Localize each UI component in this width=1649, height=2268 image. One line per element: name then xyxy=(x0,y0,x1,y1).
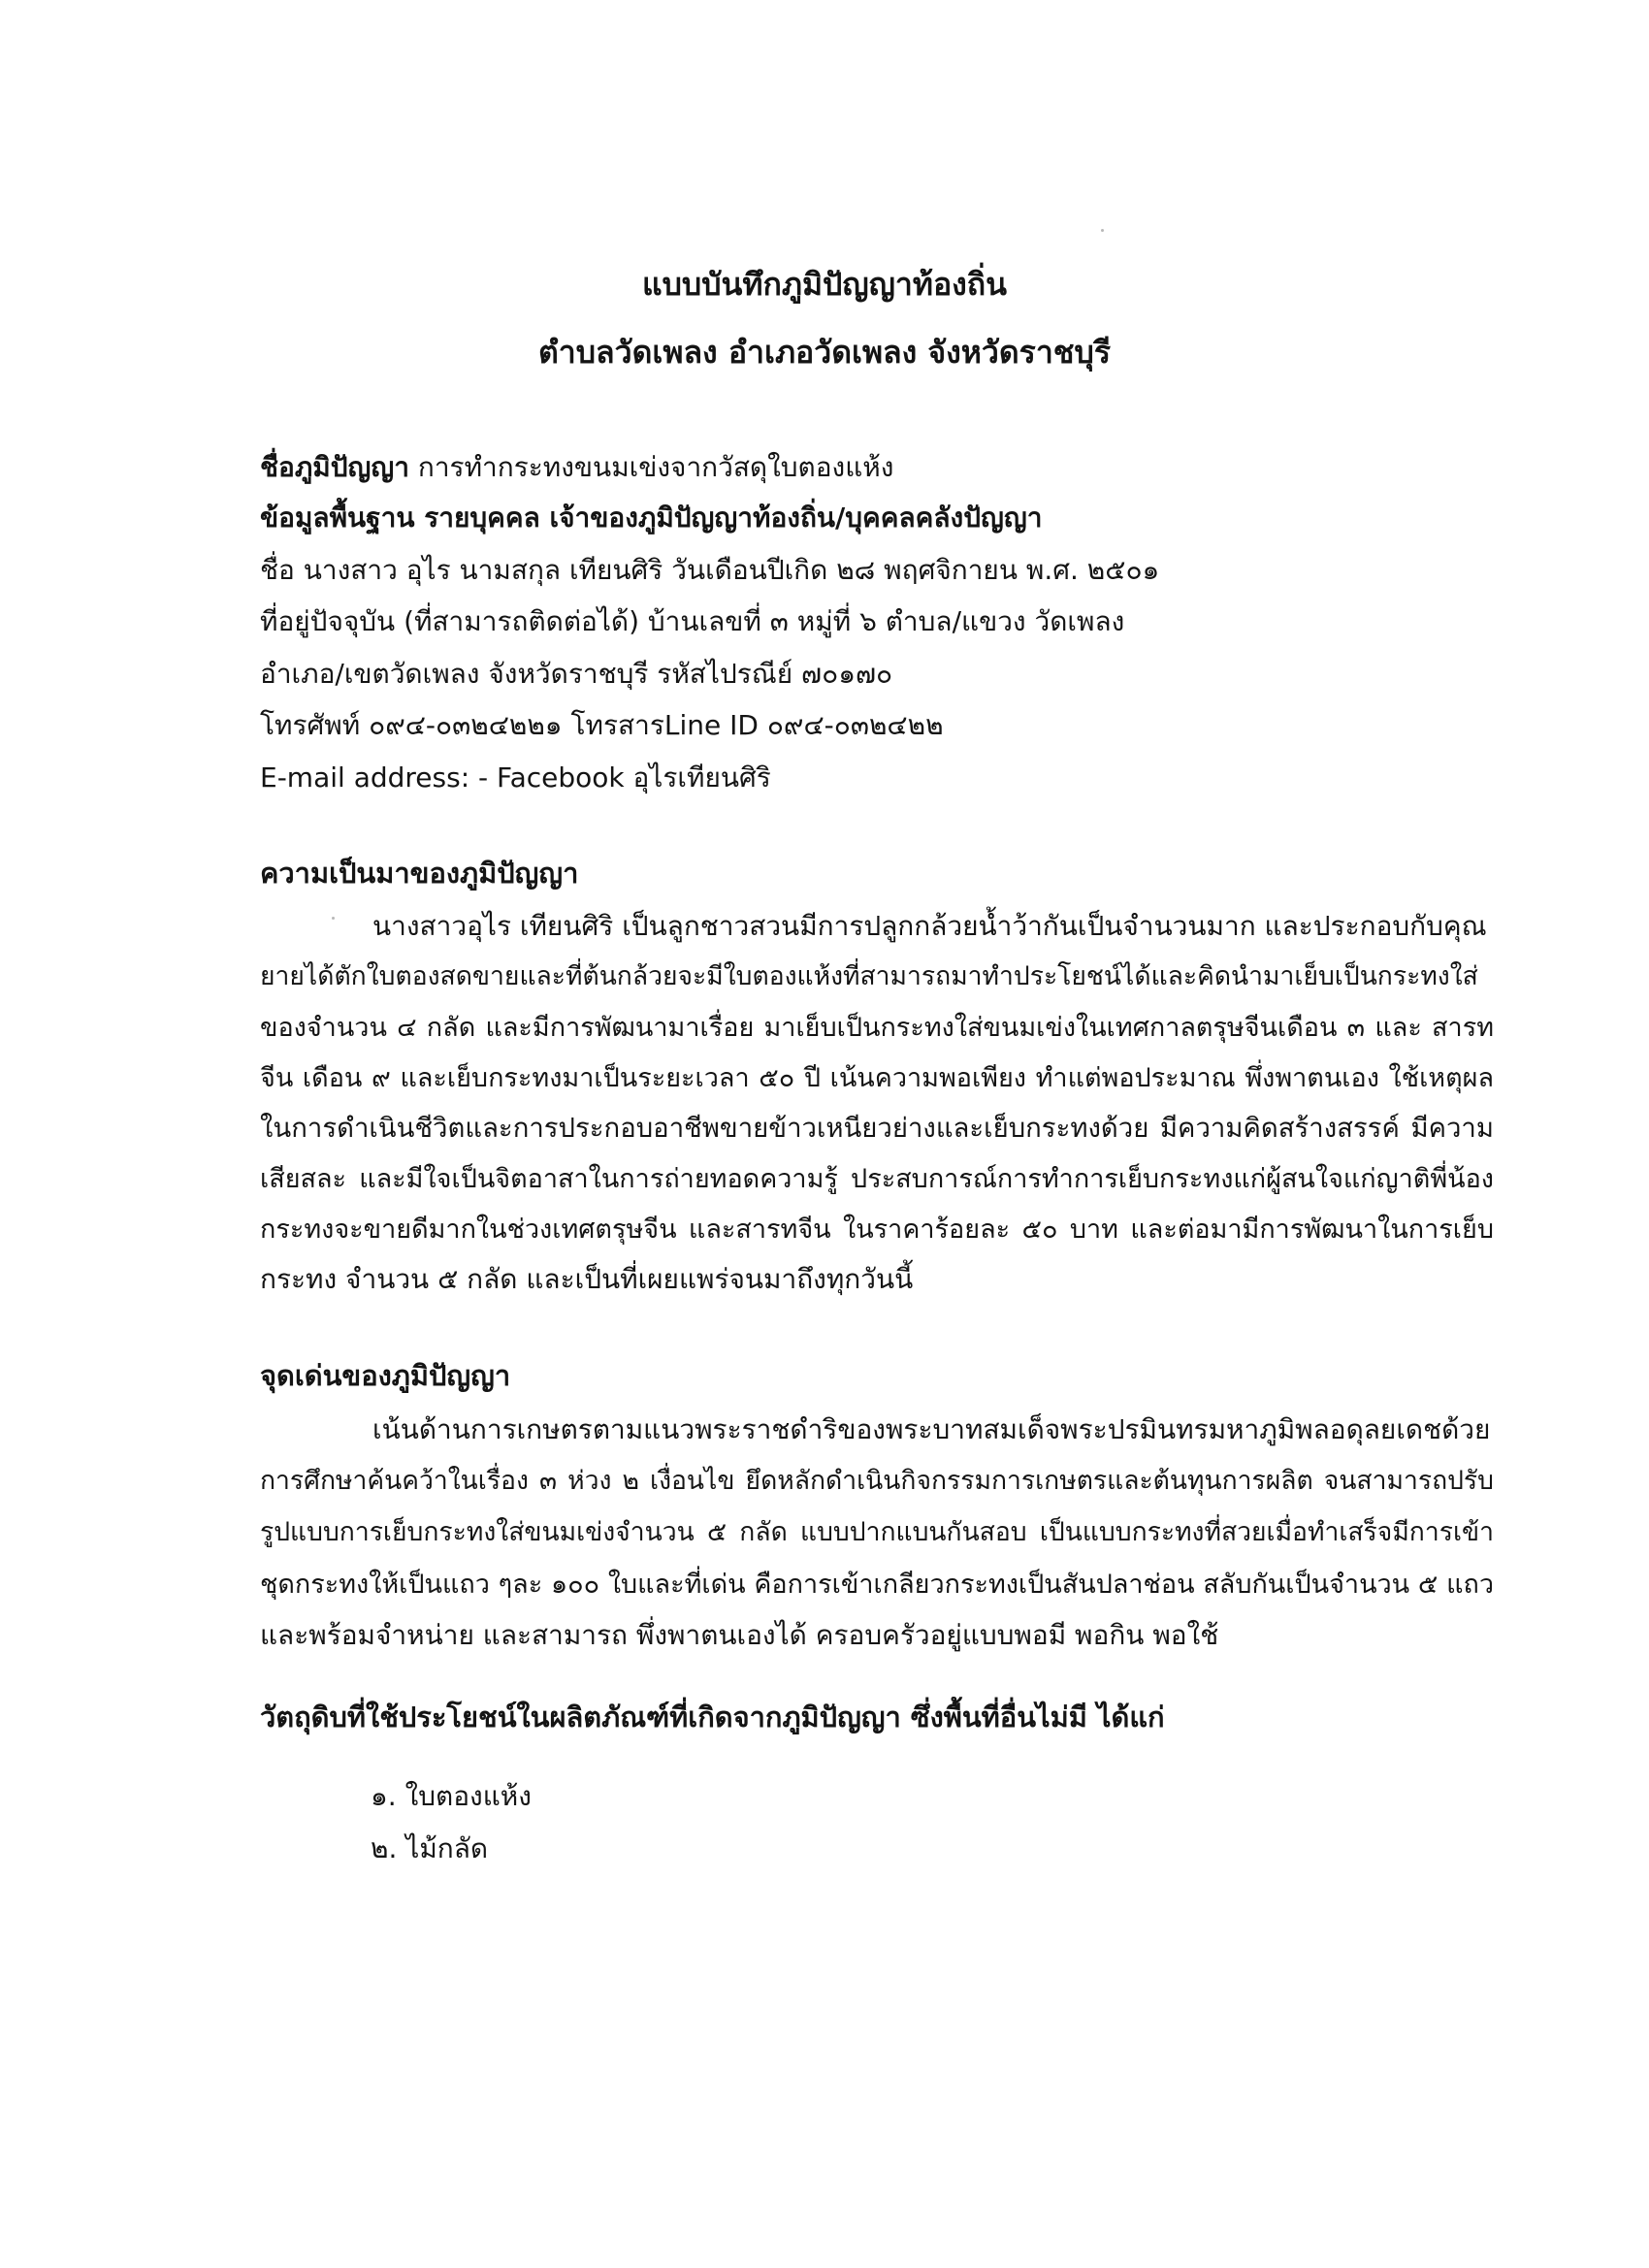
material-item: ๑. ใบตองแห้ง xyxy=(371,1780,532,1812)
history-line: กระทงจะขายดีมากในช่วงเทศตรุษจีน และสารทจีน ในราคาร้อยละ ๕๐ บาท และต่อมามีการพัฒนาในการเย็บ xyxy=(260,1215,1494,1245)
address-line-1: ที่อยู่ปัจจุบัน (ที่สามารถติดต่อได้) บ้านเลขที่ ๓ หมู่ที่ ๖ ตำบล/แขวง วัดเพลง xyxy=(260,605,1125,637)
wisdom-name-label: ชื่อภูมิปัญญา xyxy=(260,451,409,483)
highlight-line: ชุดกระทงให้เป็นแถว ๆละ ๑๐๐ ใบและที่เด่น คือการเข้าเกลียวกระทงเป็นสันปลาช่อน สลับกันเป็นจำนวน ๕ แถว xyxy=(260,1570,1494,1600)
wisdom-name-value: การทำกระทงขนมเข่งจากวัสดุใบตองแห้ง xyxy=(417,451,894,483)
material-item: ๒. ไม้กลัด xyxy=(371,1832,489,1864)
scan-speck xyxy=(332,917,335,920)
person-name-line: ชื่อ นางสาว อุไร นามสกุล เทียนศิริ วันเดือนปีเกิด ๒๘ พฤศจิกายน พ.ศ. ๒๕๐๑ xyxy=(260,554,1160,586)
highlight-line: การศึกษาค้นคว้าในเรื่อง ๓ ห่วง ๒ เงื่อนไข ยึดหลักดำเนินกิจกรรมการเกษตรและต้นทุนการผลิต จนสามารถปรับ xyxy=(260,1466,1494,1496)
history-line: ของจำนวน ๔ กลัด และมีการพัฒนามาเรื่อย มาเย็บเป็นกระทงใส่ขนมเข่งในเทศกาลตรุษจีนเดือน ๓ และ สารท xyxy=(260,1013,1494,1043)
wisdom-name-row xyxy=(260,446,893,489)
document-title-line2: ตำบลวัดเพลง อำเภอวัดเพลง จังหวัดราชบุรี xyxy=(537,334,1111,371)
history-line: ในการดำเนินชีวิตและการประกอบอาชีพขายข้าวเหนียวย่างและเย็บกระทงด้วย มีความคิดสร้างสรรค์ มีความ xyxy=(260,1113,1494,1144)
history-line: จีน เดือน ๙ และเย็บกระทงมาเป็นระยะเวลา ๕๐ ปี เน้นความพอเพียง ทำแต่พอประมาณ พึ่งพาตนเอง ใช้เหตุผล xyxy=(260,1063,1494,1093)
highlight-line: รูปแบบการเย็บกระทงใส่ขนมเข่งจำนวน ๕ กลัด แบบปากแบนกันสอบ เป็นแบบกระทงที่สวยเมื่อทำเสร็จมีการเข้า xyxy=(260,1517,1494,1547)
document-title-line1: แบบบันทึกภูมิปัญญาท้องถิ่น xyxy=(641,266,1008,303)
basic-info-label: ข้อมูลพื้นฐาน รายบุคคล เจ้าของภูมิปัญญาท้องถิ่น/บุคคลคลังปัญญา xyxy=(260,502,1043,534)
history-line: นางสาวอุไร เทียนศิริ เป็นลูกชาวสวนมีการปลูกกล้วยน้ำว้ากันเป็นจำนวนมาก และประกอบกับคุณ xyxy=(372,910,1487,942)
email-line: E-mail address: - Facebook อุไรเทียนศิริ xyxy=(260,761,771,794)
history-line: กระทง จำนวน ๕ กลัด และเป็นที่เผยแพร่จนมาถึงทุกวันนี้ xyxy=(260,1263,914,1295)
phone-line: โทรศัพท์ ๐๙๔-๐๓๒๔๒๒๑ โทรสารLine ID ๐๙๔-๐๓๒๔๒๒ xyxy=(260,709,944,741)
address-line-2: อำเภอ/เขตวัดเพลง จังหวัดราชบุรี รหัสไปรณีย์ ๗๐๑๗๐ xyxy=(260,658,893,690)
history-line: ยายได้ตักใบตองสดขายและที่ต้นกล้วยจะมีใบตองแห้งที่สามารถมาทำประโยชน์ได้และคิดนำมาเย็บเป็นกระทงใส่ xyxy=(260,961,1478,991)
highlight-line: และพร้อมจำหน่าย และสามารถ พึ่งพาตนเองได้ ครอบครัวอยู่แบบพอมี พอกิน พอใช้ xyxy=(260,1619,1219,1651)
scan-speck xyxy=(1101,229,1104,232)
materials-heading: วัตถุดิบที่ใช้ประโยชน์ในผลิตภัณฑ์ที่เกิดจากภูมิปัญญา ซึ่งพื้นที่อื่นไม่มี ได้แก่ xyxy=(260,1701,1165,1733)
history-line: เสียสละ และมีใจเป็นจิตอาสาในการถ่ายทอดความรู้ ประสบการณ์การทำการเย็บกระทงแก่ผู้สนใจแก่ญาติพี่น้อง xyxy=(260,1164,1494,1194)
highlight-line: เน้นด้านการเกษตรตามแนวพระราชดำริของพระบาทสมเด็จพระปรมินทรมหาภูมิพลอดุลยเดชด้วย xyxy=(372,1413,1491,1445)
highlight-heading: จุดเด่นของภูมิปัญญา xyxy=(260,1359,511,1392)
history-heading: ความเป็นมาของภูมิปัญญา xyxy=(260,857,579,890)
